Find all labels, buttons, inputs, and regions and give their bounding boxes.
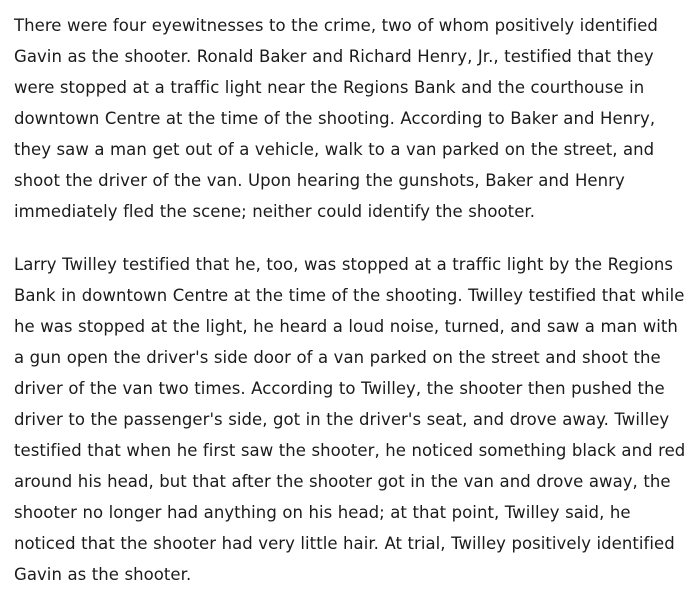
paragraph-eyewitnesses: There were four eyewitnesses to the crime, two of whom positively identified Gavin as the shooter. Ronald Baker and Richard Henry, Jr., testified that they were stopped at a traffic light near the Regions Bank and the courthouse in downtown Centre at the time of the shooting. According to Baker and Henry, they saw a man get out of a vehicle, walk to a van parked on the street, and shoot the driver of the van. Upon hearing the gunshots, Baker and Henry immediately fled the scene; neither could identify the shooter.	[14, 16, 658, 221]
paragraph-twilley-testimony: Larry Twilley testified that he, too, was stopped at a traffic light by the Regions Bank in downtown Centre at the time of the shooting. Twilley testified that while he was stopped at the light, he heard a loud noise, turned, and saw a man with a gun open the driver's side door of a van parked on the street and shoot the driver of the van two times. According to Twilley, the shooter then pushed the driver to the passenger's side, got in the driver's seat, and drove away. Twilley testified that when he first saw the shooter, he noticed something black and red around his head, but that after the shooter got in the van and drove away, the shooter no longer had anything on his head; at that point, Twilley said, he noticed that the shooter had very little hair. At trial, Twilley positively identified Gavin as the shooter.	[14, 255, 686, 584]
